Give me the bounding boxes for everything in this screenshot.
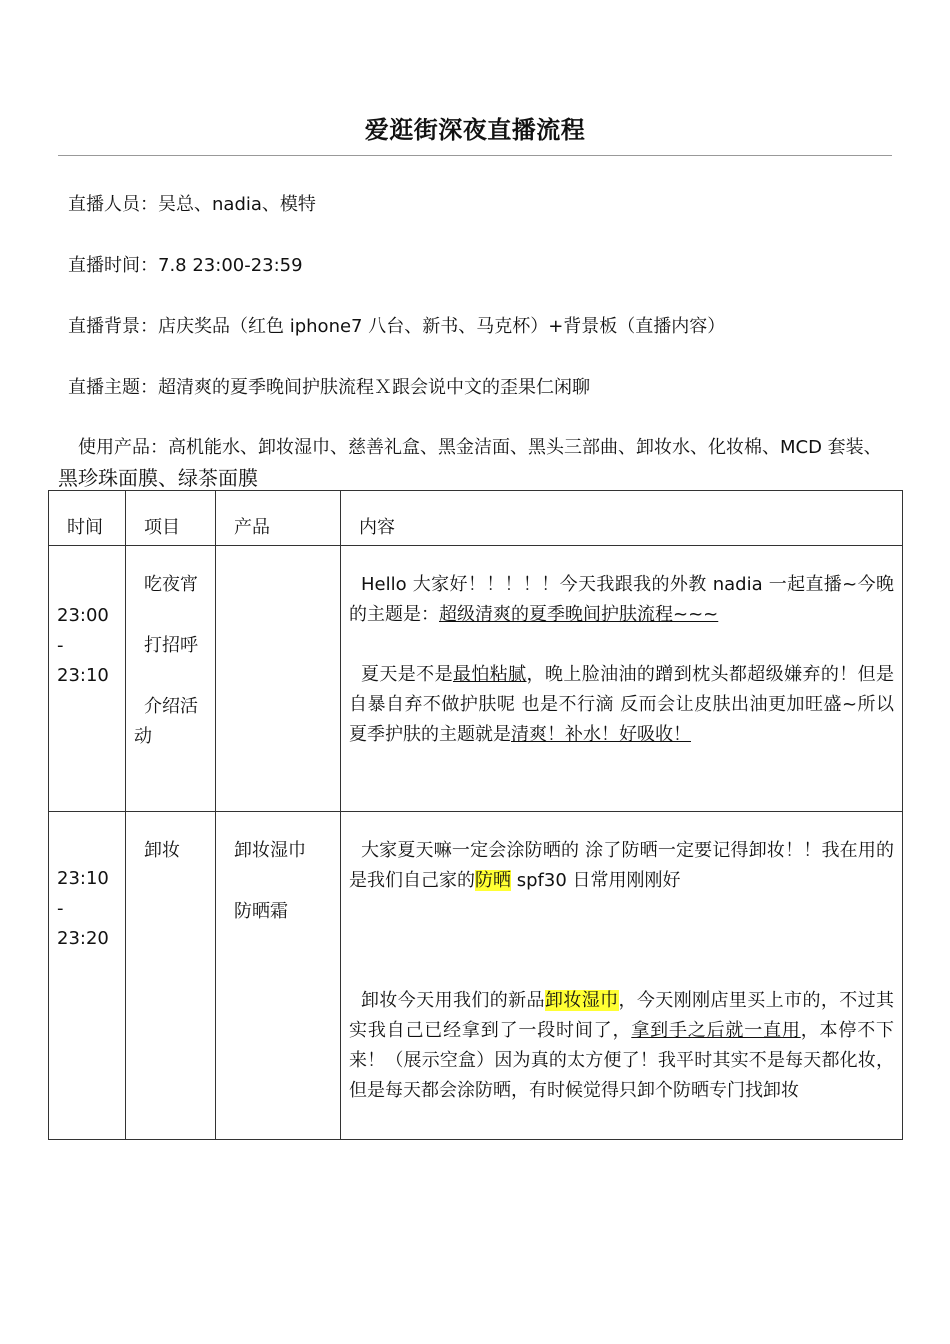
row1-items: 吃夜宵 打招呼 介绍活动: [126, 546, 216, 812]
header-item: 项目: [126, 491, 216, 546]
row2-paragraph1: 大家夏天嘛一定会涂防晒的 涂了防晒一定要记得卸妆！！我在用的是我们自己家的防晒 spf30 日常用刚刚好: [349, 840, 894, 891]
row2-time: 23:10 - 23:20: [49, 812, 126, 1140]
row1-products: [216, 546, 341, 812]
header-content: 内容: [341, 491, 903, 546]
row1-content: [341, 546, 903, 812]
header-time: 时间: [49, 491, 126, 546]
table-row: [49, 812, 903, 1140]
table-row: [49, 546, 903, 812]
document-title: 爱逛街深夜直播流程: [364, 116, 586, 144]
info-theme: 直播主题：超清爽的夏季晚间护肤流程Ｘ跟会说中文的歪果仁闲聊: [68, 377, 590, 398]
row2-item: 卸妆: [126, 812, 216, 1140]
row1-paragraph2: 夏天是不是最怕粘腻，晚上脸油油的蹭到枕头都超级嫌弃的！但是自暴自弃不做护肤呢 也是不行滴 反而会让皮肤出油更加旺盛~所以夏季护肤的主题就是清爽！补水！好吸收！: [349, 664, 895, 745]
row2-paragraph2: 卸妆今天用我们的新品卸妆湿巾，今天刚刚店里买上市的，不过其实我自己已经拿到了一段时间了，拿到手之后就一直用，本停不下来！（展示空盒）因为真的太方便了！我平时其实不是每天都化妆，但是每天都会涂防晒，有时候觉得只卸个防晒专门找卸妆: [349, 990, 895, 1101]
row2-content: [341, 812, 903, 1140]
row2-products: 卸妆湿巾 防晒霜: [216, 812, 341, 1140]
info-people: 直播人员：吴总、nadia、模特: [68, 194, 316, 215]
header-product: 产品: [216, 491, 341, 546]
info-products: [58, 432, 898, 495]
title-divider: [58, 155, 892, 156]
info-time: 直播时间：7.8 23:00-23:59: [68, 255, 303, 276]
schedule-table: [48, 490, 903, 1140]
info-background: 直播背景：店庆奖品（红色 iphone7 八台、新书、马克杯）+背景板（直播内容）: [68, 316, 726, 337]
products-line1: 使用产品：高机能水、卸妆湿巾、慈善礼盒、黑金洁面、黑头三部曲、卸妆水、化妆棉、MCD 套装、: [78, 437, 882, 458]
products-line2: 黑珍珠面膜、绿茶面膜: [58, 466, 258, 490]
row1-paragraph1: Hello 大家好！！！！！今天我跟我的外教 nadia 一起直播~今晚的主题是：超级清爽的夏季晚间护肤流程~~~: [349, 574, 894, 625]
row1-time: 23:00 - 23:10: [49, 546, 126, 812]
table-header-row: [49, 491, 903, 546]
